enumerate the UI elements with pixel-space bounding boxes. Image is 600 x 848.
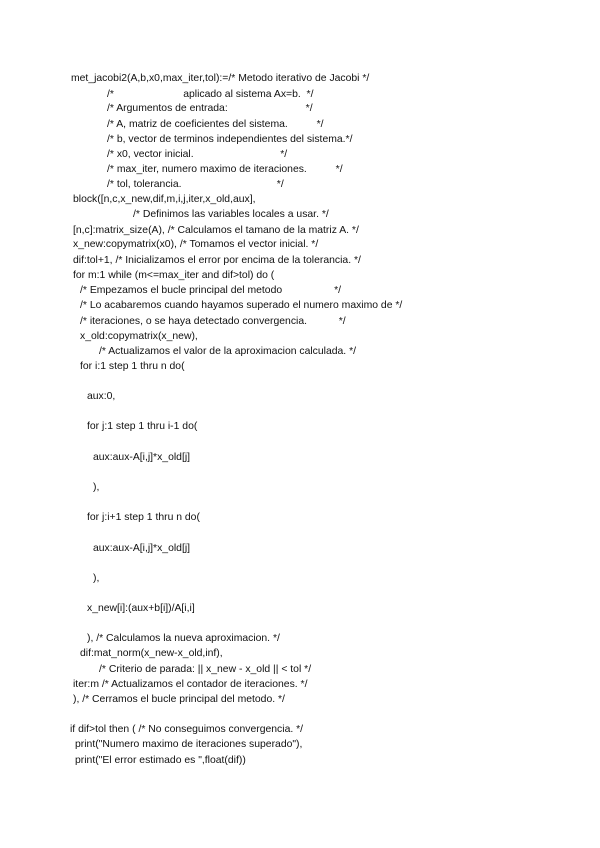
code-line: aux:aux-A[i,j]*x_old[j] bbox=[93, 543, 191, 554]
code-line: /* x0, vector inicial. */ bbox=[107, 149, 288, 160]
code-line: if dif>tol then ( /* No conseguimos convergencia. */ bbox=[70, 724, 304, 735]
code-line: /* Empezamos el bucle principal del metodo */ bbox=[80, 285, 342, 296]
code-line: met_jacobi2(A,b,x0,max_iter,tol):=/* Metodo iterativo de Jacobi */ bbox=[71, 73, 370, 84]
code-line: [n,c]:matrix_size(A), /* Calculamos el tamano de la matriz A. */ bbox=[73, 225, 359, 236]
code-line: for i:1 step 1 thru n do( bbox=[80, 361, 185, 372]
code-line: x_old:copymatrix(x_new), bbox=[80, 331, 198, 342]
code-line: aux:0, bbox=[87, 391, 116, 402]
code-line: for j:1 step 1 thru i-1 do( bbox=[87, 421, 198, 432]
code-line: iter:m /* Actualizamos el contador de iteraciones. */ bbox=[73, 679, 308, 690]
code-line: aux:aux-A[i,j]*x_old[j] bbox=[93, 452, 191, 463]
code-line: ), /* Cerramos el bucle principal del metodo. */ bbox=[73, 694, 285, 705]
code-line: ), bbox=[93, 573, 100, 584]
code-line: /* A, matriz de coeficientes del sistema. */ bbox=[107, 119, 324, 130]
code-line: for m:1 while (m<=max_iter and dif>tol) do ( bbox=[73, 270, 275, 281]
code-line: print("Numero maximo de iteraciones superado"), bbox=[75, 739, 303, 750]
code-line: /* Lo acabaremos cuando hayamos superado el numero maximo de */ bbox=[80, 300, 403, 311]
code-line: /* max_iter, numero maximo de iteraciones. */ bbox=[107, 164, 343, 175]
code-line: print("El error estimado es ",float(dif)) bbox=[75, 755, 246, 766]
code-line: /* aplicado al sistema Ax=b. */ bbox=[107, 89, 314, 100]
code-line: block([n,c,x_new,dif,m,i,j,iter,x_old,aux], bbox=[73, 194, 256, 205]
code-line: x_new[i]:(aux+b[i])/A[i,i] bbox=[87, 603, 195, 614]
code-line: dif:tol+1, /* Inicializamos el error por encima de la tolerancia. */ bbox=[73, 255, 361, 266]
code-line: /* tol, tolerancia. */ bbox=[107, 179, 284, 190]
code-line: ), /* Calculamos la nueva aproximacion. */ bbox=[87, 633, 280, 644]
code-line: for j:i+1 step 1 thru n do( bbox=[87, 512, 200, 523]
code-line: ), bbox=[93, 482, 100, 493]
code-line: /* Criterio de parada: || x_new - x_old || < tol */ bbox=[99, 664, 312, 675]
code-line: dif:mat_norm(x_new-x_old,inf), bbox=[80, 648, 223, 659]
code-line: /* Actualizamos el valor de la aproximacion calculada. */ bbox=[99, 346, 357, 357]
code-line: x_new:copymatrix(x0), /* Tomamos el vector inicial. */ bbox=[73, 239, 319, 250]
code-line: /* b, vector de terminos independientes del sistema.*/ bbox=[107, 134, 353, 145]
code-line: /* Definimos las variables locales a usar. */ bbox=[133, 209, 329, 220]
code-line: /* Argumentos de entrada: */ bbox=[107, 103, 313, 114]
code-line: /* iteraciones, o se haya detectado convergencia. */ bbox=[80, 316, 346, 327]
